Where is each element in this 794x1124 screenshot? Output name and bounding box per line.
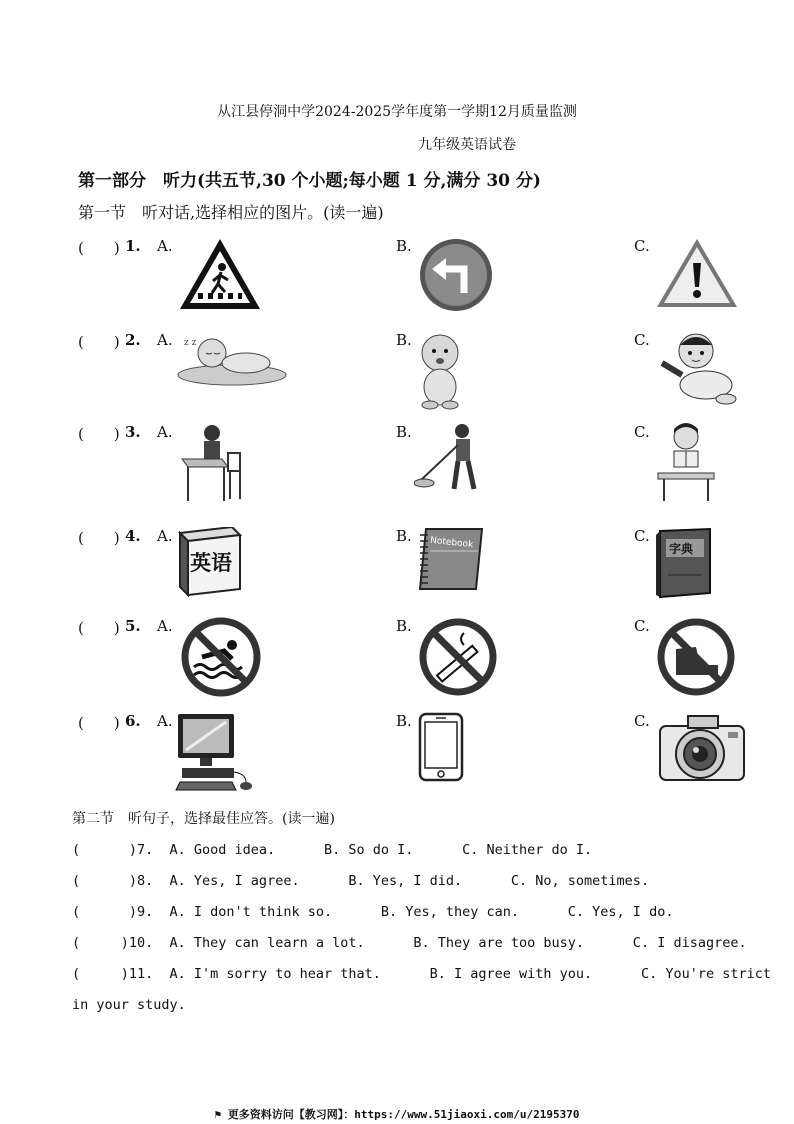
boy-reading-book-icon xyxy=(656,423,716,503)
mobile-phone-icon xyxy=(418,712,464,782)
option-c-label: C. xyxy=(634,527,650,545)
question-11: ( )11. A. I'm sorry to hear that. B. I agree with you. C. You're strict xyxy=(72,966,771,982)
question-9: ( )9. A. I don't think so. B. Yes, they can. C. Yes, I do. xyxy=(72,904,674,920)
option-a-label: A. xyxy=(157,331,173,349)
question-number: 2. xyxy=(125,331,141,349)
book-cover-label: 字典 xyxy=(669,542,694,556)
question-number: 4. xyxy=(125,527,141,545)
option-a-label: A. xyxy=(157,527,173,545)
book-cover-label: 英语 xyxy=(190,551,232,575)
section2-heading: 第二节 听句子，选择最佳应答。(读一遍) xyxy=(72,811,335,827)
footer-link[interactable] xyxy=(0,1106,794,1122)
dictionary-icon xyxy=(654,527,714,599)
question-row-4 xyxy=(0,527,794,617)
question-row-5 xyxy=(0,617,794,707)
part1-heading: 第一部分 听力(共五节,30 个小题;每小题 1 分,满分 30 分) xyxy=(78,171,541,191)
question-number: 6. xyxy=(125,712,141,730)
footer-text[interactable]: 更多资料访问【教习网】：https://www.51jiaoxi.com/u/2195370 xyxy=(227,1108,580,1121)
option-c-label: C. xyxy=(634,712,650,730)
option-b-label: B. xyxy=(396,527,412,545)
option-a-label: A. xyxy=(157,712,173,730)
notebook-icon xyxy=(416,527,484,591)
desktop-computer-icon xyxy=(174,712,254,792)
book-cover-label: Notebook xyxy=(429,535,474,551)
answer-blank[interactable]: ( ) xyxy=(78,239,120,257)
pedestrian-crossing-sign-icon xyxy=(178,237,262,313)
option-c-label: C. xyxy=(634,237,650,255)
option-b-label: B. xyxy=(396,331,412,349)
option-a-label: A. xyxy=(157,617,173,635)
english-book-icon xyxy=(176,527,244,597)
question-row-2 xyxy=(0,331,794,421)
answer-blank[interactable]: ( ) xyxy=(78,529,120,547)
crawling-baby-icon xyxy=(656,331,740,407)
exam-subtitle: 九年级英语试卷 xyxy=(418,137,516,153)
answer-blank[interactable]: ( ) xyxy=(78,714,120,732)
answer-blank[interactable]: ( ) xyxy=(78,425,120,443)
option-a-label: A. xyxy=(157,423,173,441)
answer-blank[interactable]: ( ) xyxy=(78,619,120,637)
option-c-label: C. xyxy=(634,331,650,349)
question-7: ( )7. A. Good idea. B. So do I. C. Neither do I. xyxy=(72,842,593,858)
question-row-1 xyxy=(0,237,794,327)
section1-heading: 第一节 听对话,选择相应的图片。(读一遍) xyxy=(78,203,384,222)
flag-icon: ⚑ xyxy=(214,1108,228,1121)
option-c-label: C. xyxy=(634,617,650,635)
turn-left-sign-icon xyxy=(418,237,494,313)
boy-mopping-floor-icon xyxy=(414,423,488,493)
camera-icon xyxy=(656,712,748,784)
svg-text:z z: z z xyxy=(184,338,197,348)
answer-blank[interactable]: ( ) xyxy=(78,333,120,351)
no-swimming-sign-icon xyxy=(180,617,262,697)
option-c-label: C. xyxy=(634,423,650,441)
option-b-label: B. xyxy=(396,712,412,730)
option-b-label: B. xyxy=(396,423,412,441)
option-b-label: B. xyxy=(396,237,412,255)
crying-baby-icon xyxy=(414,331,470,411)
question-8: ( )8. A. Yes, I agree. B. Yes, I did. C. No, sometimes. xyxy=(72,873,650,889)
question-10: ( )10. A. They can learn a lot. B. They are too busy. C. I disagree. xyxy=(72,935,747,951)
question-row-6 xyxy=(0,712,794,802)
no-food-sign-icon xyxy=(656,617,736,697)
option-a-label: A. xyxy=(157,237,173,255)
warning-sign-icon xyxy=(655,237,739,311)
question-number: 5. xyxy=(125,617,141,635)
boy-writing-at-desk-icon xyxy=(178,423,244,503)
no-smoking-sign-icon xyxy=(418,617,498,697)
question-row-3 xyxy=(0,423,794,513)
sleeping-baby-icon xyxy=(176,331,288,387)
question-number: 1. xyxy=(125,237,141,255)
exam-title: 从江县停洞中学2024-2025学年度第一学期12月质量监测 xyxy=(217,104,577,120)
question-number: 3. xyxy=(125,423,141,441)
option-b-label: B. xyxy=(396,617,412,635)
question-11-continued: in your study. xyxy=(72,997,186,1013)
